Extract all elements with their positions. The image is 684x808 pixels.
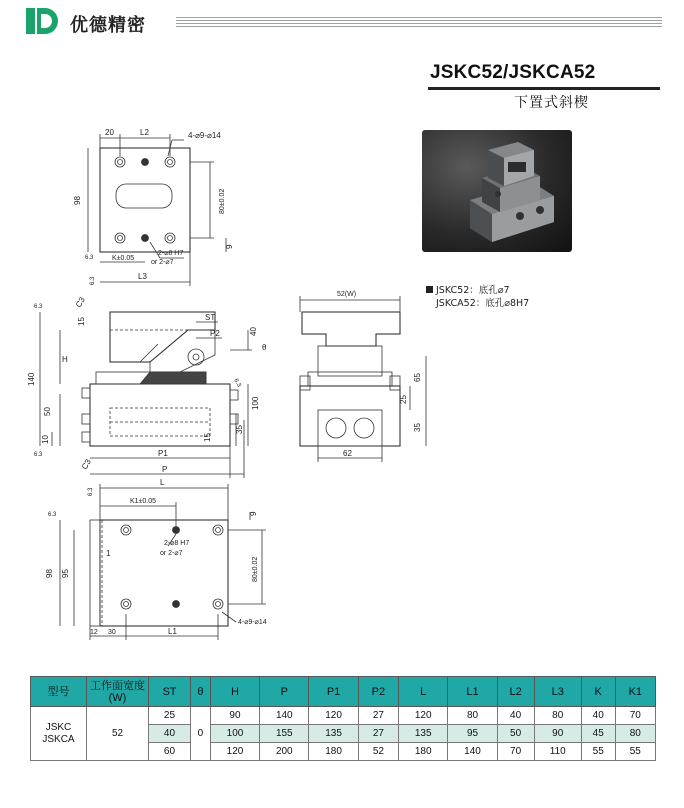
cell-k1: 80 [615,725,655,743]
dim-98-bottom: 98 [45,569,54,578]
dim-62-side: 62 [343,449,352,458]
dim-st: ST [205,313,216,322]
cell-l2: 50 [497,725,534,743]
dim-l3: L3 [138,272,147,281]
col-l: L [399,677,448,707]
cell-p2: 27 [358,707,398,725]
dim-pin-or-top: or 2-⌀7 [151,259,174,266]
cell-h: 120 [210,743,259,761]
col-p2: P2 [358,677,398,707]
side-view [300,291,426,462]
dim-l: L [160,478,165,487]
dim-10-front: 10 [41,435,50,444]
dim-98-top: 98 [73,196,82,205]
roughness-top-a: 6.3 [85,255,94,261]
cell-theta: 0 [190,707,210,761]
roughness-top-b: 6.3 [90,276,96,285]
note-jskc52: JSKC52：底孔⌀7 [426,284,529,297]
dim-theta: θ [262,343,267,352]
cell-p: 140 [260,707,309,725]
note-jskca52: JSKCA52：底孔⌀8H7 [436,298,530,309]
cell-l2: 40 [497,707,534,725]
top-view [73,128,234,286]
cell-l3: 110 [534,743,581,761]
dim-50-front: 50 [43,407,52,416]
product-subtitle: 下置式斜楔 [514,95,589,111]
col-l1: L1 [448,677,497,707]
dim-k: K±0.05 [112,255,135,262]
cell-l: 120 [399,707,448,725]
col-p: P [260,677,309,707]
cell-l: 135 [399,725,448,743]
cell-p1: 135 [309,725,358,743]
dim-80-top: 80±0.02 [219,188,226,214]
dim-1-bottom: 1 [106,549,111,558]
col-p1: P1 [309,677,358,707]
col-width: 工作面宽度 (W) [87,677,149,707]
dim-35-side: 35 [413,423,422,432]
dim-100: 100 [251,396,260,410]
dim-p1: P1 [158,449,168,458]
cell-l1: 95 [448,725,497,743]
chamfer-c3-top: C3 [73,295,87,309]
cell-l: 180 [399,743,448,761]
cell-l3: 80 [534,707,581,725]
dim-35-front: 35 [235,425,244,434]
roughness-front-c: 6.3 [34,452,43,458]
cell-p1: 180 [309,743,358,761]
cell-width: 52 [87,707,149,761]
brand-name: 优德精密 [70,15,146,36]
cell-l1: 140 [448,743,497,761]
cell-st: 60 [149,743,191,761]
col-st: ST [149,677,191,707]
cell-p2: 27 [358,725,398,743]
dim-80-bottom: 80±0.02 [252,556,259,582]
roughness-bottom-a: 6.3 [88,487,94,496]
col-model: 型号 [31,677,87,707]
cell-k: 55 [581,743,615,761]
bottom-view [45,478,267,640]
cell-p1: 120 [309,707,358,725]
dim-l2: L2 [140,128,149,137]
dim-9-bottom: 9 [249,511,258,516]
cell-st: 40 [149,725,191,743]
dim-pin-or-bottom: or 2-⌀7 [160,550,183,557]
cell-l1: 80 [448,707,497,725]
col-l2: L2 [497,677,534,707]
roughness-front-b: 6.3 [232,378,242,389]
col-theta: θ [190,677,210,707]
dim-52w: 52(W) [337,291,357,298]
dim-30-bottom: 30 [108,629,116,636]
cell-st: 25 [149,707,191,725]
dim-20-top: 20 [105,128,114,137]
spec-table [30,676,656,761]
dim-holes-top: 4-⌀9-⌀14 [188,131,221,140]
dim-p2: P2 [210,329,220,338]
dim-15b-front: 15 [203,433,212,442]
cell-h: 90 [210,707,259,725]
chamfer-c3-bottom: C3 [79,457,93,471]
col-k1: K1 [615,677,655,707]
dim-65-side: 65 [413,373,422,382]
dim-25-side: 25 [399,395,408,404]
dim-k1: K1±0.05 [130,498,157,505]
roughness-front-a: 6.3 [34,304,43,310]
col-l3: L3 [534,677,581,707]
cell-l3: 90 [534,725,581,743]
dim-pin-top: 2-⌀8 H7 [158,250,184,257]
dim-p: P [162,465,168,474]
cell-k1: 70 [615,707,655,725]
cell-k1: 55 [615,743,655,761]
cell-model: JSKC JSKCA [31,707,87,761]
dim-9-top: 9 [225,244,234,249]
col-h: H [210,677,259,707]
roughness-bottom-b: 6.3 [48,512,57,518]
cell-l2: 70 [497,743,534,761]
cell-p: 155 [260,725,309,743]
dim-95-bottom: 95 [61,569,70,578]
cell-p: 200 [260,743,309,761]
dim-pin-bottom: 2-⌀8 H7 [164,540,190,547]
front-view [27,295,267,478]
dim-holes-bottom: 4-⌀9-⌀14 [238,619,267,626]
cell-k: 45 [581,725,615,743]
dim-12-bottom: 12 [90,629,98,636]
cell-p2: 52 [358,743,398,761]
dim-l1: L1 [168,627,177,636]
dim-40-front: 40 [249,327,258,336]
table-header-row [31,677,656,707]
product-title: JSKC52/JSKCA52 [430,62,596,83]
dim-15-front: 15 [77,317,86,326]
cell-k: 40 [581,707,615,725]
table-row [31,707,656,725]
cell-h: 100 [210,725,259,743]
dim-140: 140 [27,372,36,386]
dim-h: H [62,355,68,364]
col-k: K [581,677,615,707]
